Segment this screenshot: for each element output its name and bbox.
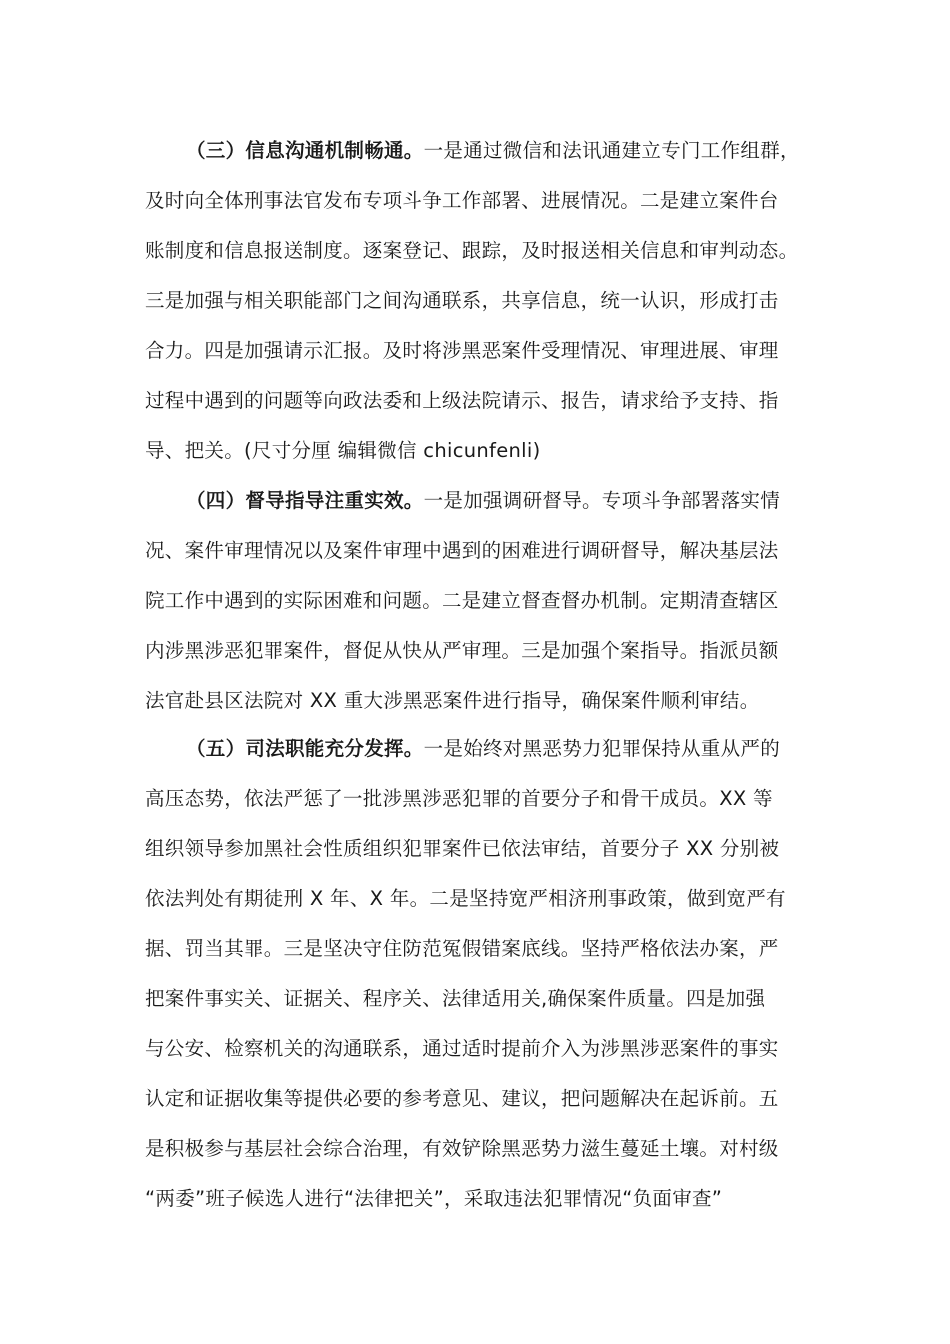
- paragraph-line: 组织领导参加黑社会性质组织犯罪案件已依法审结，首要分子 XX 分别被: [145, 837, 780, 860]
- paragraph-three-line-1: [186, 137, 800, 165]
- paragraph-line: 据、罚当其罪。三是坚决守住防范冤假错案底线。坚持严格依法办案，严: [145, 937, 779, 960]
- paragraph-three-heading: （三）信息沟通机制畅通。: [186, 139, 424, 162]
- paragraph-line: 内涉黑涉恶犯罪案件，督促从快从严审理。三是加强个案指导。指派员额: [145, 639, 779, 662]
- paragraph-line: 是积极参与基层社会综合治理，有效铲除黑恶势力滋生蔓延土壤。对村级: [145, 1137, 779, 1160]
- paragraph-line: 况、案件审理情况以及案件审理中遇到的困难进行调研督导，解决基层法: [145, 539, 779, 562]
- paragraph-line: 院工作中遇到的实际困难和问题。二是建立督查督办机制。定期清查辖区: [145, 589, 779, 612]
- paragraph-line: 账制度和信息报送制度。逐案登记、跟踪，及时报送相关信息和审判动态。: [145, 239, 799, 262]
- paragraph-line: 依法判处有期徒刑 X 年、X 年。二是坚持宽严相济刑事政策，做到宽严有: [145, 887, 786, 910]
- paragraph-line: 与公安、检察机关的沟通联系，通过适时提前介入为涉黑涉恶案件的事实: [145, 1037, 779, 1060]
- paragraph-line: 过程中遇到的问题等向政法委和上级法院请示、报告，请求给予支持、指: [145, 389, 779, 412]
- paragraph-line: 导、把关。(尺寸分厘 编辑微信 chicunfenli): [145, 439, 541, 462]
- paragraph-line: 认定和证据收集等提供必要的参考意见、建议，把问题解决在起诉前。五: [145, 1087, 779, 1110]
- paragraph-four-line-1: [186, 487, 780, 515]
- paragraph-line: 法官赴县区法院对 XX 重大涉黑恶案件进行指导，确保案件顺利审结。: [145, 689, 760, 712]
- paragraph-line: 高压态势，依法严惩了一批涉黑涉恶犯罪的首要分子和骨干成员。XX 等: [145, 787, 773, 810]
- paragraph-line: 三是加强与相关职能部门之间沟通联系，共享信息，统一认识，形成打击: [145, 289, 779, 312]
- paragraph-line: 合力。四是加强请示汇报。及时将涉黑恶案件受理情况、审理进展、审理: [145, 339, 779, 362]
- paragraph-four-heading: （四）督导指导注重实效。: [186, 489, 424, 512]
- paragraph-five-line-1: [186, 735, 780, 763]
- paragraph-line: 及时向全体刑事法官发布专项斗争工作部署、进展情况。二是建立案件台: [145, 189, 779, 212]
- paragraph-five-heading: （五）司法职能充分发挥。: [186, 737, 424, 760]
- paragraph-line: “两委”班子候选人进行“法律把关”，采取违法犯罪情况“负面审查”: [145, 1187, 723, 1210]
- paragraph-three-text: 一是通过微信和法讯通建立专门工作组群，: [423, 139, 800, 162]
- paragraph-line: 把案件事实关、证据关、程序关、法律适用关,确保案件质量。四是加强: [145, 987, 766, 1010]
- paragraph-four-text: 一是加强调研督导。专项斗争部署落实情: [423, 489, 781, 512]
- paragraph-five-text: 一是始终对黑恶势力犯罪保持从重从严的: [423, 737, 781, 760]
